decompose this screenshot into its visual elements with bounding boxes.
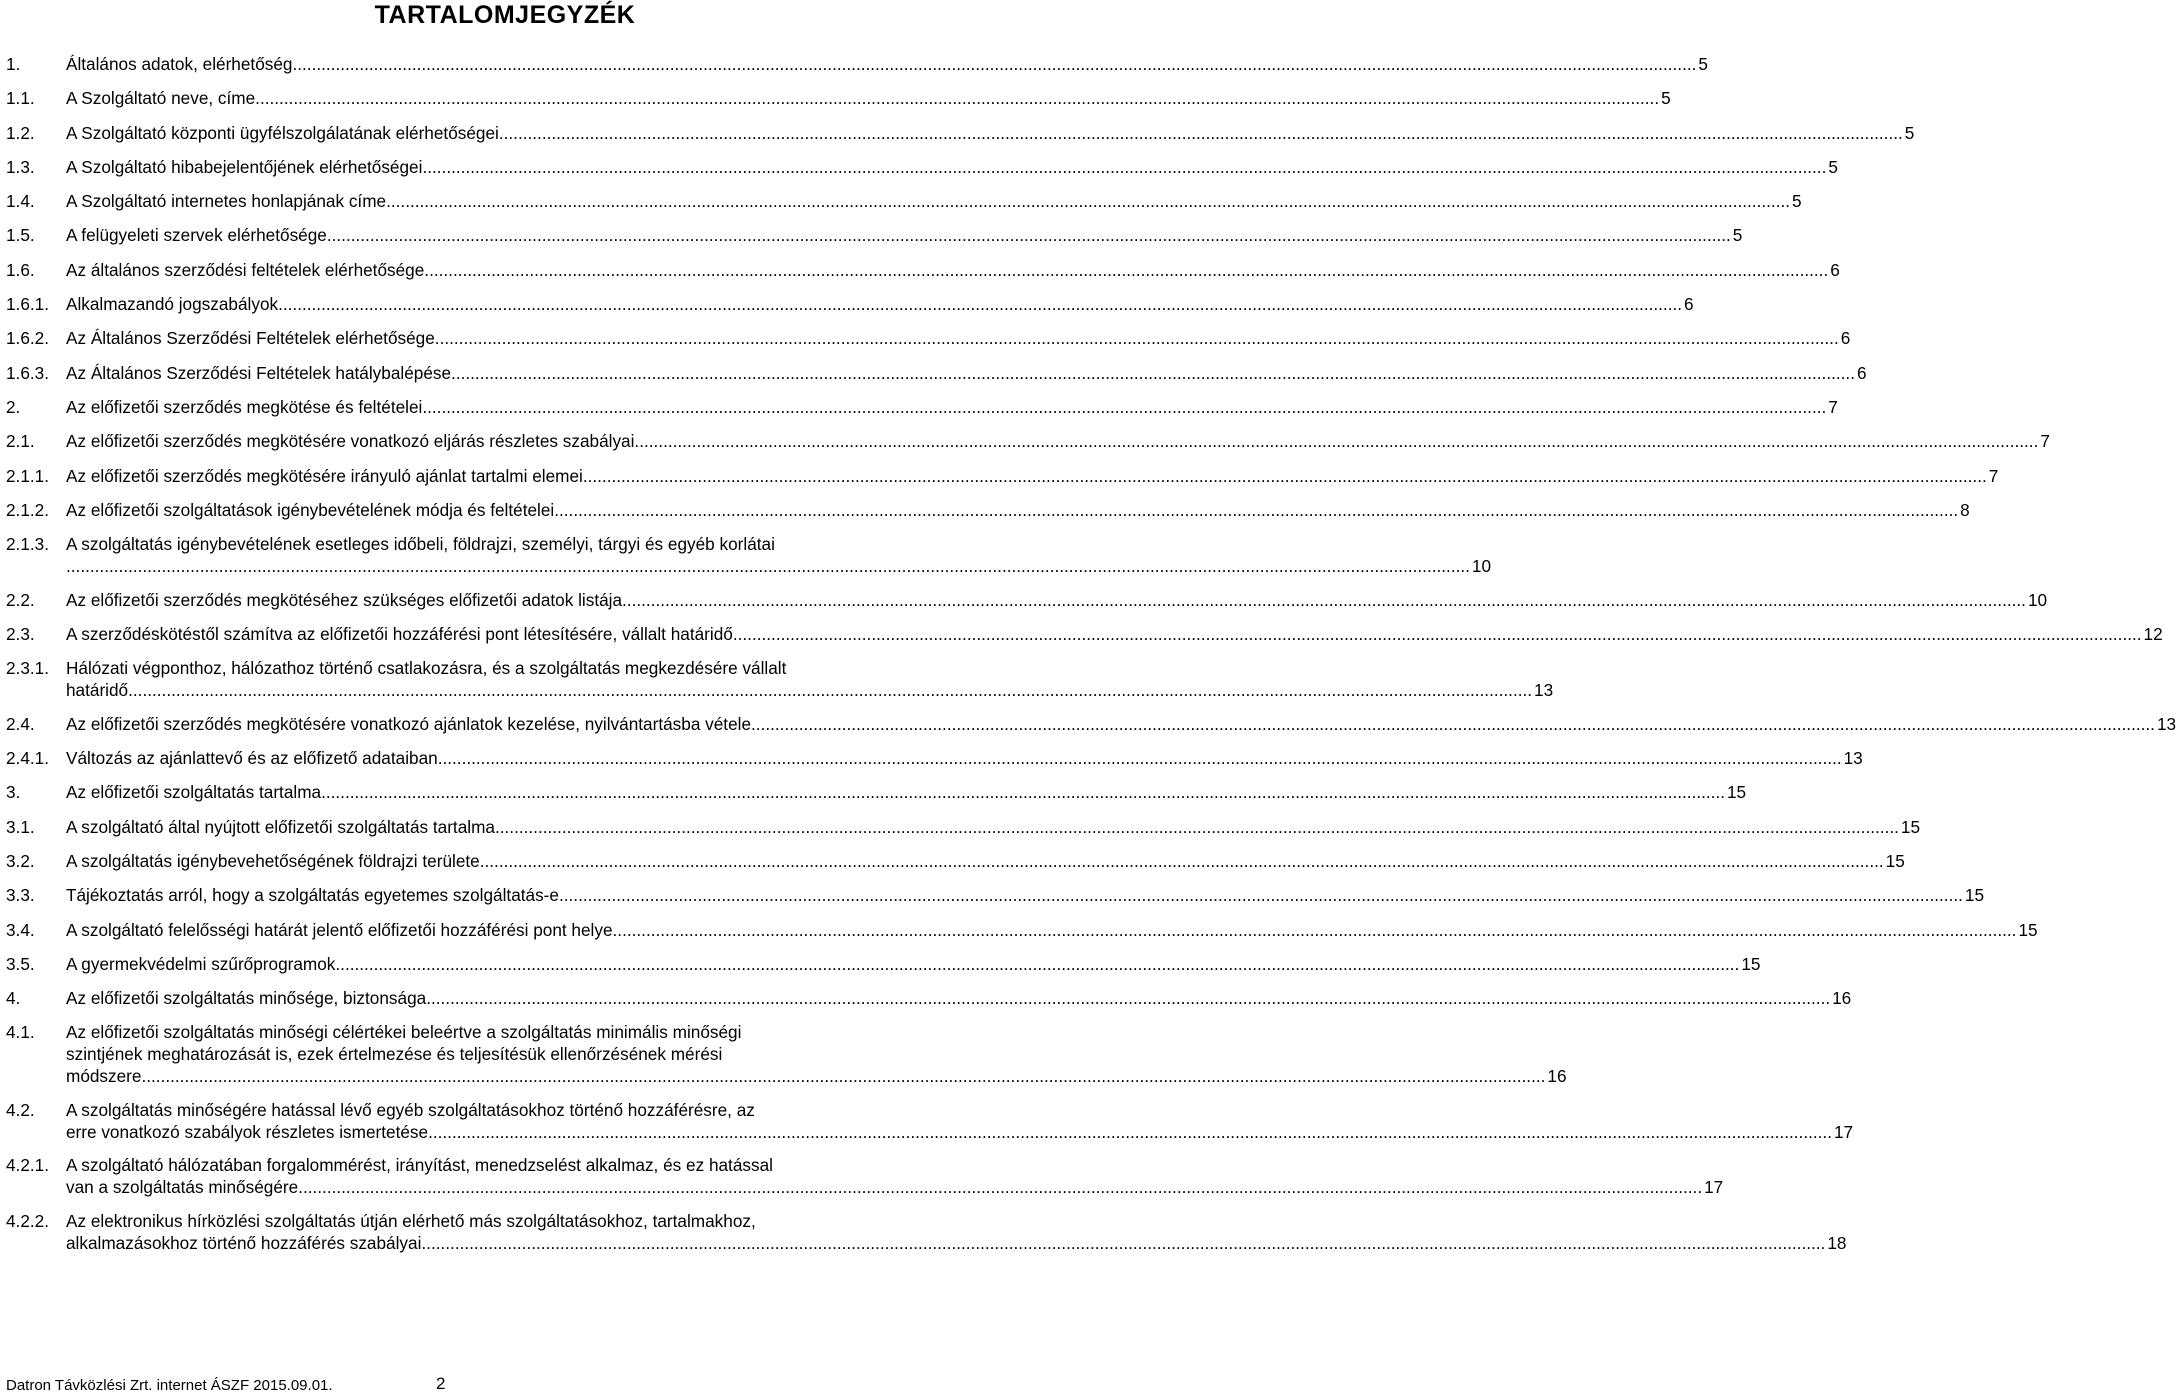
toc-page-number: 5 [1792, 191, 1802, 212]
toc-title: TARTALOMJEGYZÉK [374, 1, 636, 29]
toc-entry[interactable] [6, 747, 1863, 769]
toc-dot-leader [559, 884, 1963, 906]
toc-entry-title: alkalmazásokhoz történő hozzáférés szabályai [66, 1232, 422, 1253]
toc-dot-leader [622, 589, 2026, 611]
toc-entry-body [66, 499, 1970, 521]
toc-page-number: 6 [1684, 294, 1694, 315]
toc-entry[interactable] [6, 87, 1671, 109]
toc-entry-title: Az előfizetői szolgáltatás tartalma [66, 782, 322, 803]
toc-entry-number: 3.4. [6, 919, 35, 940]
toc-entry-body [66, 1099, 1854, 1143]
toc-entry-body [66, 533, 1492, 577]
toc-entry-body [66, 1210, 1847, 1254]
toc-entry-body [66, 850, 1905, 872]
toc-dot-leader [554, 499, 1958, 521]
toc-entry-title: A felügyeleti szervek elérhetősége [66, 225, 327, 246]
toc-dot-leader [438, 747, 1842, 769]
toc-entry-title: Az előfizetői szerződés megkötésére irányuló ajánlat tartalmi elemei [66, 465, 583, 486]
toc-entry[interactable] [6, 589, 2048, 611]
toc-entry[interactable] [6, 781, 1747, 803]
toc-entry-number: 1.5. [6, 225, 35, 246]
toc-entry-body [66, 465, 1999, 487]
toc-page-number: 8 [1960, 499, 1970, 520]
toc-entry-title: A szolgáltatás igénybevehetőségének földrajzi területe [66, 850, 480, 871]
toc-entry[interactable] [6, 499, 1970, 521]
toc-entry-body [66, 224, 1743, 246]
toc-page-number: 7 [2040, 431, 2050, 452]
toc-entry-body [66, 362, 1867, 384]
toc-page-number: 5 [1661, 88, 1671, 109]
toc-dot-leader [386, 190, 1790, 212]
toc-dot-leader [495, 816, 1899, 838]
toc-dot-leader [327, 224, 1731, 246]
toc-dot-leader [751, 713, 2155, 735]
toc-entry-title: Az Általános Szerződési Feltételek elérhetősége [66, 328, 435, 349]
toc-entry-number: 2.2. [6, 589, 35, 610]
toc-dot-leader [480, 850, 1884, 872]
toc-page-number: 17 [1704, 1177, 1724, 1198]
toc-page-number: 6 [1830, 259, 1840, 280]
toc-dot-leader [422, 156, 1826, 178]
toc-dot-leader [435, 327, 1839, 349]
toc-entry-title: Az elektronikus hírközlési szolgáltatás útján elérhető más szolgáltatásokhoz, tartalmakhoz, [66, 1210, 756, 1231]
toc-entry-body [66, 1154, 1724, 1198]
toc-entry[interactable] [6, 259, 1840, 281]
toc-entry[interactable] [6, 987, 1852, 1009]
toc-entry-body [66, 156, 1838, 178]
toc-entry[interactable] [6, 156, 1838, 178]
toc-dot-leader [634, 430, 2038, 452]
toc-page-number: 13 [1534, 680, 1554, 701]
toc-dot-leader [255, 87, 1659, 109]
toc-entry-title: Az előfizetői szolgáltatás minősége, biztonsága [66, 988, 427, 1009]
toc-entry-number: 1.6.2. [6, 328, 50, 349]
toc-page-number: 17 [1833, 1121, 1854, 1142]
toc-entry[interactable] [6, 293, 1694, 315]
toc-dot-leader [613, 919, 2017, 941]
toc-entry[interactable] [6, 190, 1802, 212]
toc-entry[interactable] [6, 1021, 1567, 1087]
toc-entry-number: 1.1. [6, 88, 35, 109]
toc-entry-number: 2.4.1. [6, 748, 50, 769]
toc-entry-title: A Szolgáltató hibabejelentőjének elérhetőségei [66, 156, 423, 177]
toc-entry-body [66, 327, 1851, 349]
toc-entry-body [66, 293, 1694, 315]
toc-entry-number: 2.1.1. [6, 465, 50, 486]
toc-entry-title: A szolgáltatás igénybevételének esetleges időbeli, földrajzi, személyi, tárgyi és egyéb korlátai [66, 534, 775, 555]
toc-dot-leader [421, 1232, 1825, 1254]
toc-entry-title: szintjének meghatározását is, ezek értelmezése és teljesítésük ellenőrzésének mérési [66, 1044, 723, 1065]
toc-entry-body [66, 190, 1802, 212]
toc-entry-number: 2.4. [6, 713, 35, 734]
toc-page-number: 13 [1843, 748, 1863, 769]
toc-entry[interactable] [6, 657, 1554, 701]
toc-entry-number: 4.2.1. [6, 1155, 50, 1176]
toc-page-number: 13 [2156, 713, 2176, 734]
toc-entry[interactable] [6, 327, 1851, 349]
toc-dot-leader [298, 1176, 1702, 1198]
toc-entry-title: Az előfizetői szolgáltatások igénybevételének módja és feltételei [66, 499, 555, 520]
toc-entry-title: A Szolgáltató központi ügyfélszolgálatának elérhetőségei [66, 122, 499, 143]
table-of-contents [6, 53, 2176, 1265]
toc-page-number: 15 [1900, 816, 1921, 837]
toc-entry[interactable] [6, 850, 1905, 872]
toc-page-number: 5 [1732, 225, 1743, 246]
toc-entry-number: 2.3. [6, 623, 35, 644]
toc-dot-leader [292, 53, 1696, 75]
toc-entry-body [66, 396, 1838, 418]
toc-entry[interactable] [6, 362, 1867, 384]
toc-entry-number: 1.6. [6, 259, 35, 280]
toc-page-number: 12 [2143, 623, 2163, 644]
toc-entry-title: A gyermekvédelmi szűrőprogramok [66, 953, 336, 974]
toc-dot-leader [128, 679, 1532, 701]
toc-entry[interactable] [6, 953, 1761, 975]
toc-entry-body [66, 430, 2050, 452]
toc-entry-title: A Szolgáltató internetes honlapjának címe [66, 191, 387, 212]
toc-entry-title: erre vonatkozó szabályok részletes ismertetése [66, 1121, 429, 1142]
toc-entry-title: Az előfizetői szerződés megkötésére vonatkozó eljárás részletes szabályai [66, 431, 635, 452]
toc-entry-title: Tájékoztatás arról, hogy a szolgáltatás egyetemes szolgáltatás-e [66, 885, 559, 906]
toc-page-number: 6 [1856, 362, 1867, 383]
toc-entry-number: 2.1. [6, 431, 35, 452]
toc-entry-title: A Szolgáltató neve, címe [66, 88, 256, 109]
toc-entry-number: 3. [6, 782, 21, 803]
toc-page-number: 15 [1964, 885, 1985, 906]
toc-entry-body [66, 623, 2163, 645]
toc-entry-number: 1.4. [6, 191, 35, 212]
toc-dot-leader [451, 362, 1855, 384]
toc-entry-body [66, 657, 1554, 701]
toc-entry-number: 1.3. [6, 156, 35, 177]
toc-dot-leader [335, 953, 1739, 975]
toc-dot-leader [499, 122, 1903, 144]
toc-entry[interactable] [6, 919, 2038, 941]
toc-entry-title: A szerződéskötéstől számítva az előfizetői hozzáférési pont létesítésére, vállalt határidő. [66, 623, 738, 644]
toc-page-number: 16 [1832, 988, 1852, 1009]
toc-entry-title: Az előfizetői szolgáltatás minőségi célértékei beleértve a szolgáltatás minimális minőségi [66, 1022, 742, 1043]
toc-entry[interactable] [6, 533, 1492, 577]
page-footer [6, 1374, 946, 1395]
toc-entry[interactable] [6, 465, 1999, 487]
toc-page-number: 10 [1471, 556, 1492, 577]
toc-entry[interactable] [6, 1210, 1847, 1254]
toc-page-number: 18 [1827, 1232, 1847, 1253]
toc-entry[interactable] [6, 884, 1985, 906]
toc-dot-leader [428, 1121, 1832, 1143]
toc-entry-title: módszere [66, 1066, 142, 1087]
toc-dot-leader [141, 1065, 1545, 1087]
toc-entry-number: 1.2. [6, 122, 35, 143]
toc-entry-number: 1.6.3. [6, 362, 50, 383]
toc-page-number: 16 [1547, 1066, 1567, 1087]
toc-entry-body [66, 919, 2038, 941]
toc-page-number: 15 [1741, 953, 1761, 974]
toc-dot-leader [422, 396, 1826, 418]
toc-entry-title: A szolgáltató hálózatában forgalommérést, irányítást, menedzselést alkalmaz, és ez hatással [66, 1155, 773, 1176]
toc-entry-title: Az általános szerződési feltételek elérhetősége [66, 259, 425, 280]
toc-entry-number: 4. [6, 988, 21, 1009]
toc-entry-title: A szolgáltató által nyújtott előfizetői szolgáltatás tartalma [66, 816, 495, 837]
toc-dot-leader [583, 465, 1987, 487]
toc-entry[interactable] [6, 713, 2176, 735]
toc-entry-title: A szolgáltató felelősségi határát jelentő előfizetői hozzáférési pont helye [66, 919, 613, 940]
toc-dot-leader [321, 781, 1725, 803]
toc-entry-title: Az előfizetői szerződés megkötése és feltételei [66, 396, 423, 417]
toc-entry-body [66, 953, 1761, 975]
toc-entry[interactable] [6, 1099, 1854, 1143]
toc-entry-number: 3.3. [6, 885, 35, 906]
toc-entry-body [66, 816, 1921, 838]
toc-dot-leader [426, 987, 1830, 1009]
toc-page-number: 15 [2018, 919, 2038, 940]
toc-page-number: 15 [1727, 782, 1747, 803]
toc-entry-title: Az előfizetői szerződés megkötésére vonatkozó ajánlatok kezelése, nyilvántartásba vétele [66, 713, 752, 734]
toc-page-number: 10 [2027, 589, 2048, 610]
toc-entry-title: határidő [66, 680, 129, 701]
toc-entry-number: 2.1.2. [6, 499, 50, 520]
toc-entry-body [66, 589, 2048, 611]
toc-entry-title: Alkalmazandó jogszabályok [66, 294, 279, 315]
toc-entry-body [66, 53, 1708, 75]
toc-entry-number: 3.5. [6, 953, 35, 974]
toc-page-number: 6 [1840, 328, 1851, 349]
toc-page-number: 7 [1988, 465, 1999, 486]
toc-entry[interactable] [6, 623, 2163, 645]
toc-entry[interactable] [6, 396, 1838, 418]
toc-entry-title: Általános adatok, elérhetőség [66, 54, 293, 74]
toc-entry-body [66, 87, 1671, 109]
toc-page-number: 15 [1885, 850, 1905, 871]
toc-entry-body [66, 259, 1840, 281]
toc-entry-title: Hálózati végponthoz, hálózathoz történő csatlakozásra, és a szolgáltatás megkezdésére vállalt [66, 658, 787, 679]
footer-text: Datron Távközlési Zrt. internet ÁSZF 2015.09.01. [6, 1377, 333, 1394]
toc-entry[interactable] [6, 430, 2050, 452]
toc-entry-title: Az Általános Szerződési Feltételek hatálybalépése [66, 362, 452, 383]
toc-entry-title: Változás az ajánlattevő és az előfizető adataiban [66, 748, 438, 769]
toc-entry-body [66, 122, 1915, 144]
toc-entry-body [66, 747, 1863, 769]
toc-entry-number: 4.1. [6, 1022, 35, 1043]
toc-dot-leader [424, 259, 1828, 281]
toc-entry-body [66, 713, 2176, 735]
toc-page-number: 5 [1828, 156, 1838, 177]
footer-page-number: 2 [436, 1374, 446, 1393]
toc-dot-leader [278, 293, 1682, 315]
toc-entry-number: 4.2. [6, 1099, 35, 1120]
toc-entry-title: Az előfizetői szerződés megkötéséhez szükséges előfizetői adatok listája [66, 589, 623, 610]
toc-page-number: 5 [1904, 122, 1915, 143]
toc-entry[interactable] [6, 816, 1921, 838]
toc-entry-title: van a szolgáltatás minőségére [66, 1177, 299, 1198]
toc-dot-leader [66, 555, 1470, 577]
toc-entry-body [66, 1021, 1567, 1087]
toc-entry-number: 3.2. [6, 850, 35, 871]
toc-dot-leader [738, 623, 2142, 645]
toc-entry[interactable] [6, 122, 1915, 144]
toc-entry-number: 1.6.1. [6, 294, 50, 315]
toc-entry-number: 2.1.3. [6, 534, 50, 555]
toc-entry-number: 3.1. [6, 816, 35, 837]
toc-entry-number: 2.3.1. [6, 658, 50, 679]
toc-entry-title: A szolgáltatás minőségére hatással lévő egyéb szolgáltatásokhoz történő hozzáférésre, az [66, 1099, 755, 1120]
toc-entry-body [66, 884, 1985, 906]
toc-entry-body [66, 987, 1852, 1009]
toc-entry[interactable] [6, 1154, 1724, 1198]
toc-page-number: 7 [1828, 396, 1838, 417]
toc-entry-number: 4.2.2. [6, 1210, 50, 1231]
toc-entry-number: 1. [6, 54, 21, 74]
toc-entry-number: 2. [6, 396, 21, 417]
toc-entry[interactable] [6, 53, 1708, 75]
toc-entry[interactable] [6, 224, 1743, 246]
toc-page-number: 5 [1698, 54, 1708, 74]
toc-entry-body [66, 781, 1747, 803]
